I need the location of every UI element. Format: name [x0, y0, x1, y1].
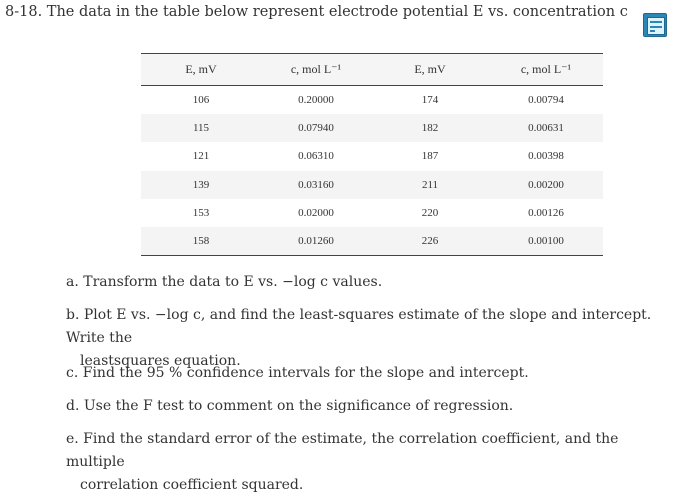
table-header-row — [141, 54, 603, 86]
cell: 220 — [421, 207, 439, 220]
table-row — [141, 171, 603, 199]
cell: 0.03160 — [298, 178, 334, 191]
cell: 0.00794 — [528, 93, 564, 106]
table-row — [141, 142, 603, 170]
cell: 211 — [421, 178, 439, 191]
header-c-1: c, mol L⁻¹ — [261, 54, 371, 86]
question-e-line1: e. Find the standard error of the estimate, the correlation coefficient, and the multiple — [66, 431, 619, 470]
table-row — [141, 199, 603, 227]
calculator-icon-screen — [647, 17, 665, 35]
cell: 0.06310 — [298, 150, 334, 163]
table-row — [141, 227, 603, 255]
cell: 0.01260 — [261, 227, 371, 255]
table-row — [141, 86, 603, 114]
question-e — [66, 428, 676, 497]
header-c-2: c, mol L⁻¹ — [489, 54, 603, 86]
cell: 0.20000 — [298, 93, 334, 106]
question-b-line1: b. Plot E vs. −log c, and find the least-squares estimate of the slope and intercept. Write the — [66, 307, 652, 346]
cell: 0.00126 — [528, 207, 564, 220]
cell: 187 — [421, 150, 439, 163]
question-a: a. Transform the data to E vs. −log c values. — [66, 274, 383, 290]
cell: 115 — [192, 122, 210, 135]
question-c: c. Find the 95 % confidence intervals for the slope and intercept. — [66, 365, 529, 381]
header-e-1: E, mV — [141, 54, 261, 86]
calculator-icon[interactable] — [643, 13, 667, 37]
cell: 0.00631 — [528, 122, 564, 135]
question-d: d. Use the F test to comment on the significance of regression. — [66, 398, 514, 414]
table-row — [141, 114, 603, 142]
cell: 174 — [421, 93, 439, 106]
cell: 226 — [371, 227, 489, 255]
cell: 158 — [141, 227, 261, 255]
question-e-line2: correlation coefficient squared. — [80, 477, 304, 493]
question-b-line2: leastsquares equation. — [80, 353, 241, 369]
cell: 139 — [192, 178, 210, 191]
data-table — [141, 53, 603, 256]
problem-title: 8-18. The data in the table below represent electrode potential E vs. concentration c — [5, 4, 628, 20]
header-e-2: E, mV — [371, 54, 489, 86]
cell: 121 — [192, 150, 210, 163]
cell: 0.07940 — [298, 122, 334, 135]
cell: 0.00200 — [528, 178, 564, 191]
cell: 153 — [192, 207, 210, 220]
cell: 0.02000 — [298, 207, 334, 220]
cell: 106 — [192, 93, 210, 106]
cell: 0.00398 — [528, 150, 564, 163]
cell: 182 — [421, 122, 439, 135]
cell: 0.00100 — [489, 227, 603, 255]
